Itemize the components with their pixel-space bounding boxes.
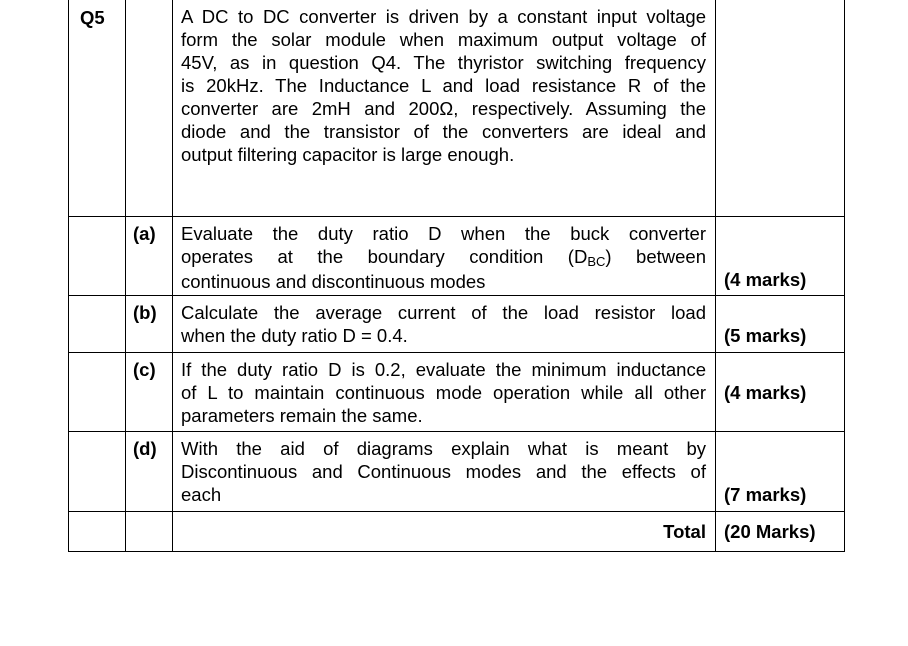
- question-number: Q5: [80, 7, 105, 28]
- part-c-marks: (4 marks): [724, 382, 807, 403]
- part-d-marks: (7 marks): [724, 484, 807, 505]
- intro-line: A DC to DC converter is driven by a constant input voltage: [181, 6, 706, 27]
- table-border-right: [844, 0, 845, 551]
- total-label: Total: [663, 521, 706, 542]
- part-line: continuous and discontinuous modes: [181, 271, 486, 292]
- part-line: Evaluate the duty ratio D when the buck converter: [181, 223, 706, 244]
- intro-line: diode and the transistor of the converters are ideal and: [181, 121, 706, 142]
- row-divider-a: [68, 295, 845, 296]
- part-c-text: [181, 358, 706, 427]
- part-b-marks: (5 marks): [724, 325, 807, 346]
- table-border-bottom: [68, 551, 845, 552]
- part-line: Calculate the average current of the load resistor load: [181, 302, 706, 323]
- question-intro: [181, 5, 706, 166]
- row-divider-c: [68, 431, 845, 432]
- part-a-text: [181, 222, 706, 293]
- intro-line: form the solar module when maximum output voltage of: [181, 29, 706, 50]
- part-line: With the aid of diagrams explain what is meant by: [181, 438, 706, 459]
- part-a-marks: (4 marks): [724, 269, 807, 290]
- part-b-text: [181, 301, 706, 347]
- column-divider-1: [125, 0, 126, 551]
- part-line: Discontinuous and Continuous modes and the effects of: [181, 461, 706, 482]
- part-d-label: (d): [133, 438, 157, 459]
- intro-line: converter are 2mH and 200Ω, respectively. Assuming the: [181, 98, 706, 119]
- part-c-label: (c): [133, 359, 156, 380]
- row-divider-d: [68, 511, 845, 512]
- column-divider-2: [172, 0, 173, 551]
- part-line: operates at the boundary condition (DBC) between: [181, 246, 707, 269]
- part-line: parameters remain the same.: [181, 405, 423, 426]
- part-line: of L to maintain continuous mode operation while all other: [181, 382, 706, 403]
- part-line: when the duty ratio D = 0.4.: [181, 325, 408, 346]
- row-divider-intro: [68, 216, 845, 217]
- part-line: If the duty ratio D is 0.2, evaluate the minimum inductance: [181, 359, 706, 380]
- intro-line: output filtering capacitor is large enough.: [181, 144, 515, 165]
- part-b-label: (b): [133, 302, 157, 323]
- table-border-left: [68, 0, 69, 551]
- part-d-text: [181, 437, 706, 506]
- part-line: each: [181, 484, 222, 505]
- row-divider-b: [68, 352, 845, 353]
- intro-line: 45V, as in question Q4. The thyristor switching frequency: [181, 52, 706, 73]
- part-a-label: (a): [133, 223, 156, 244]
- intro-line: is 20kHz. The Inductance L and load resistance R of the: [181, 75, 706, 96]
- column-divider-3: [715, 0, 716, 551]
- total-marks: (20 Marks): [724, 521, 816, 542]
